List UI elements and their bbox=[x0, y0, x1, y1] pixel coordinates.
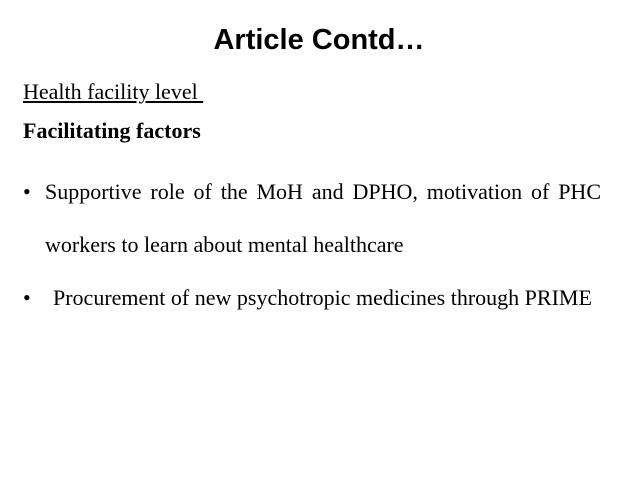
bullet-text: Supportive role of the MoH and DPHO, motivation of PHC workers to learn about mental healthcare bbox=[45, 179, 601, 257]
bullet-icon: • bbox=[23, 179, 31, 204]
bullet-item bbox=[23, 271, 601, 324]
bullet-item bbox=[23, 165, 601, 271]
bullet-icon: • bbox=[23, 285, 31, 310]
subheading: Facilitating factors bbox=[23, 118, 201, 143]
slide-title: Article Contd… bbox=[213, 24, 425, 56]
bullet-list bbox=[23, 165, 601, 324]
section-label: Health facility level bbox=[23, 79, 204, 104]
bullet-text: Procurement of new psychotropic medicines through PRIME bbox=[53, 285, 592, 310]
